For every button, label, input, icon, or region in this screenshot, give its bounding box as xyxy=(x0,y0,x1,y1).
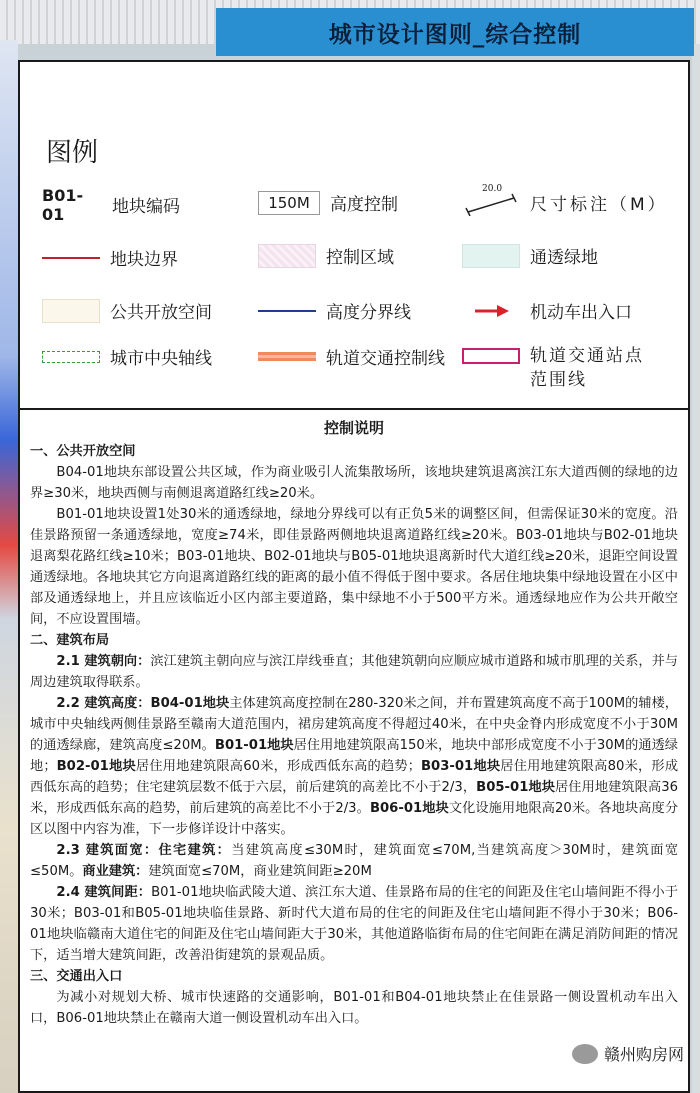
watermark-text: 赣州购房网 xyxy=(603,1045,684,1064)
legend-item-parcel-code xyxy=(42,185,180,224)
legend-label: 城市中央轴线 xyxy=(110,349,212,369)
sub-label: 2.3 建筑面宽： xyxy=(56,843,159,858)
section-heading: 一、公共开放空间 xyxy=(30,444,136,459)
legend-item-green-space xyxy=(462,243,598,268)
paragraph xyxy=(30,882,678,966)
paragraph: 为减小对规划大桥、城市快速路的交通影响，B01-01和B04-01地块禁止在佳景路一侧设置机动车出入口，B06-01地块禁止在赣南大道一侧设置机动车出入口。 xyxy=(30,990,678,1026)
sub-label: 2.1 建筑朝向： xyxy=(56,654,151,669)
watermark xyxy=(568,1040,688,1067)
control-area-swatch xyxy=(258,244,316,268)
legend-label: 轨道交通控制线 xyxy=(326,349,445,369)
paragraph xyxy=(30,840,678,882)
text: 当建筑高度≤30M时，建筑面宽≤70M,当建筑高度＞30M时，建筑面宽≤50M。 xyxy=(30,843,679,879)
text: B01-01地块临武陵大道、滨江东大道、佳景路布局的住宅的间距及住宅山墙间距不得小于30米；B03-01和B05-01地块临佳景路、新时代大道布局的住宅的间距及住宅山墙间距不得小于30米；B06-01地块临赣南大道住宅的间距及住宅山墙间距大于30米，其他道路临街布局的住宅间距在满足消防间距的情况下，适当增大建筑间距，改善沿街建筑的景观品质。 xyxy=(30,885,679,963)
rail-control-line xyxy=(258,352,316,361)
public-space-swatch xyxy=(42,299,100,323)
paragraph xyxy=(30,651,678,693)
text: 居住用地建筑限高60米，形成西低东高的趋势； xyxy=(135,759,421,774)
legend-item-control-area xyxy=(258,243,394,268)
legend-label: 地块边界 xyxy=(110,250,178,270)
red-arrow-icon xyxy=(471,303,511,319)
parcel-ref: B04-01地块 xyxy=(150,696,230,711)
paragraph: B01-01地块设置1处30米的通透绿地，绿地分界线可以有正负5米的调整区间，但需保证30米的宽度。沿佳景路预留一条通透绿地，宽度≥74米，即佳景路两侧地块退离道路红线≥20米。B03-01地块与B02-01地块退离梨花路红线≥10米；B03-01地块、B02-01地块与B05-01地块退离新时代大道红线≥20米，退距空间设置通透绿地。各地块其它方向退离道路红线的距离的最小值不得低于图中要求。各居住地块集中绿地设置在小区中部及通透绿地上，并且应该临近小区内部主要道路，集中绿地不小于500平方米。通透绿地应作为公共开敞空间，不应设置围墙。 xyxy=(30,507,678,627)
legend-item-vehicle-entrance xyxy=(462,298,632,323)
legend-section xyxy=(20,62,688,410)
text: 主体建筑高度控制在280-320米之间，并布置建筑高度不高于100M的辅楼，城市中央轴线两侧佳景路至赣南大道范围内，裙房建筑高度不得超过40米，在中央金脊内形成宽度不小于30M的通透绿廊，建筑高度≤20M。 xyxy=(30,696,678,753)
legend-label: 公共开放空间 xyxy=(110,303,212,323)
parcel-code-symbol: B01-01 xyxy=(42,185,84,224)
green-space-swatch xyxy=(462,244,520,268)
central-axis-symbol xyxy=(42,351,100,363)
paragraph xyxy=(30,693,678,840)
page-title: 城市设计图则_综合控制 xyxy=(216,8,694,56)
parcel-ref: B03-01地块 xyxy=(420,759,501,774)
legend-label: 高度分界线 xyxy=(326,303,411,323)
paragraph: B04-01地块东部设置公共区域，作为商业吸引人流集散场所，该地块建筑退离滨江东大道西侧的绿地的边界≥30米，地块西侧与南侧退离道路红线≥20米。 xyxy=(30,465,678,501)
text: 居住用地建筑限高80米，形成西低东高的趋势；住宅建筑层数不低于六层，前后建筑的高差比不小于2/3， xyxy=(30,759,679,795)
legend-item-height-boundary xyxy=(258,298,411,323)
document-panel xyxy=(18,60,690,1093)
right-edge-strip xyxy=(692,44,700,1093)
legend-label: 高度控制 xyxy=(330,195,398,215)
text: 建筑面宽≤70M，商业建筑间距≥20M xyxy=(148,864,372,879)
rail-station-symbol xyxy=(462,348,520,364)
parcel-ref: B05-01地块 xyxy=(476,780,556,795)
legend-label: 控制区域 xyxy=(326,248,394,268)
height-control-symbol: 150M xyxy=(258,191,320,215)
control-notes xyxy=(20,410,688,1029)
legend-label-group xyxy=(530,344,644,392)
parcel-boundary-line xyxy=(42,257,100,259)
bold-term: 商业建筑： xyxy=(82,864,149,879)
parcel-ref: B01-01地块 xyxy=(214,738,294,753)
text: 滨江建筑主朝向应与滨江岸线垂直；其他建筑朝向应顺应城市道路和城市肌理的关系，并与周边建筑取得联系。 xyxy=(30,654,678,690)
legend-label: 通透绿地 xyxy=(530,248,598,268)
legend-label: 尺寸标注（M） xyxy=(530,194,668,215)
parcel-ref: B06-01地块 xyxy=(369,801,449,816)
text: 居住用地建筑限高36米，形成西低东高的趋势，前后建筑的高差比不小于2/3。 xyxy=(30,780,679,816)
dimension-value: 20.0 xyxy=(482,184,503,194)
sub-label: 2.2 建筑高度： xyxy=(56,696,151,711)
notes-title: 控制说明 xyxy=(323,419,384,437)
map-edge-strip xyxy=(0,40,18,1093)
legend-item-public-space xyxy=(42,298,212,323)
bold-term: 住宅建筑： xyxy=(158,843,232,858)
section-heading: 三、交通出入口 xyxy=(30,969,123,984)
dimension-symbol xyxy=(462,184,520,216)
legend-label: 范围线 xyxy=(530,370,587,390)
legend-label: 地块编码 xyxy=(112,197,180,217)
legend-item-height-control xyxy=(258,190,398,215)
text: 文化设施用地限高20米。各地块高度分区以图中内容为准，下一步修详设计中落实。 xyxy=(30,801,679,837)
sub-label: 2.4 建筑间距： xyxy=(56,885,152,900)
legend-item-rail-station xyxy=(462,344,644,392)
legend-item-dimension xyxy=(462,184,668,216)
section-heading: 二、建筑布局 xyxy=(30,633,110,648)
vehicle-entrance-symbol xyxy=(462,300,520,322)
legend-label: 轨道交通站点 xyxy=(530,346,644,366)
height-boundary-line xyxy=(258,310,316,312)
text: 居住用地建筑限高150米，地块中部形成宽度不小于30M的通透绿地； xyxy=(30,738,678,774)
legend-item-parcel-boundary xyxy=(42,245,178,270)
wechat-icon xyxy=(572,1044,598,1064)
legend-label: 机动车出入口 xyxy=(530,303,632,323)
legend-item-rail-control xyxy=(258,344,445,369)
legend-title: 图例 xyxy=(46,138,99,168)
legend-item-central-axis xyxy=(42,344,212,369)
parcel-ref: B02-01地块 xyxy=(56,759,136,774)
